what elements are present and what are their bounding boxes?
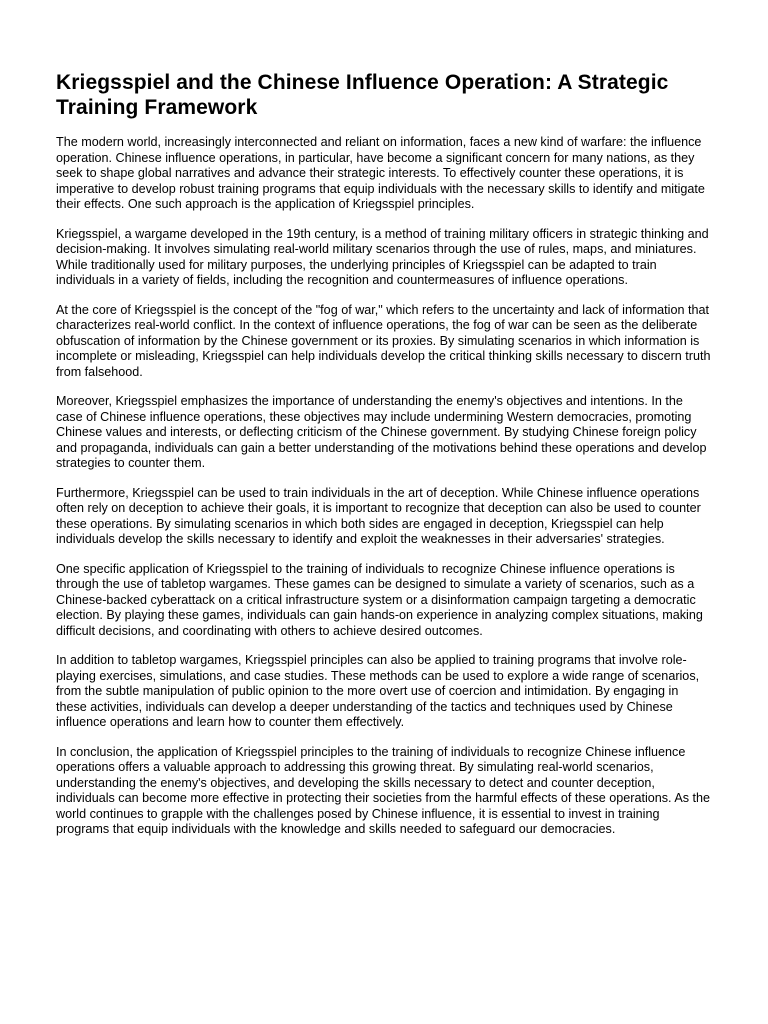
document-page <box>56 70 712 852</box>
paragraph-fog-of-war: At the core of Kriegsspiel is the concept of the "fog of war," which refers to the uncertainty and lack of information that characterizes real-world conflict. In the context of influence operations, the fog of war can be seen as the deliberate obfuscation of information by the Chinese government or its proxies. By simulating scenarios in which information is incomplete or misleading, Kriegsspiel can help individuals develop the critical thinking skills necessary to discern truth from falsehood. <box>56 302 711 379</box>
paragraph-intro: The modern world, increasingly interconnected and reliant on information, faces a new kind of warfare: the influence operation. Chinese influence operations, in particular, have become a significant concern for many nations, as they seek to shape global narratives and advance their strategic interests. To effectively counter these operations, it is imperative to develop robust training programs that equip individuals with the necessary skills to identify and mitigate their effects. One such approach is the application of Kriegsspiel principles. <box>56 135 705 211</box>
paragraph-kriegsspiel-definition: Kriegsspiel, a wargame developed in the 19th century, is a method of training military officers in strategic thinking and decision-making. It involves simulating real-world military scenarios through the use of rules, maps, and miniatures. While traditionally used for military purposes, the underlying principles of Kriegsspiel can be adapted to train individuals in a variety of fields, including the recognition and countermeasures of influence operations. <box>56 226 709 287</box>
document-title: Kriegsspiel and the Chinese Influence Operation: A Strategic Training Framework <box>56 71 669 119</box>
paragraph-deception: Furthermore, Kriegsspiel can be used to train individuals in the art of deception. While Chinese influence operations often rely on deception to achieve their goals, it is important to recognize that deception can also be used to counter these operations. By simulating scenarios in which both sides are engaged in deception, Kriegsspiel can help individuals develop the skills necessary to identify and exploit the weaknesses in their adversaries' strategies. <box>56 485 701 546</box>
paragraph-training-programs: In addition to tabletop wargames, Kriegsspiel principles can also be applied to training programs that involve role-playing exercises, simulations, and case studies. These methods can be used to explore a wide range of scenarios, from the subtle manipulation of public opinion to the more overt use of coercion and intimidation. By engaging in these activities, individuals can develop a deeper understanding of the tactics and techniques used by Chinese influence operations and learn how to counter them effectively. <box>56 653 700 729</box>
paragraph-enemy-objectives: Moreover, Kriegsspiel emphasizes the importance of understanding the enemy's objectives and intentions. In the case of Chinese influence operations, these objectives may include undermining Western democracies, promoting Chinese values and interests, or deflecting criticism of the Chinese government. By studying Chinese foreign policy and propaganda, individuals can gain a better understanding of the motivations behind these operations and develop strategies to counter them. <box>56 394 707 470</box>
paragraph-tabletop-wargames: One specific application of Kriegsspiel to the training of individuals to recognize Chinese influence operations is through the use of tabletop wargames. These games can be designed to simulate a variety of scenarios, such as a Chinese-backed cyberattack on a critical infrastructure system or a disinformation campaign targeting a democratic election. By playing these games, individuals can gain hands-on experience in analyzing complex situations, making difficult decisions, and coordinating with others to achieve desired outcomes. <box>56 561 703 638</box>
paragraph-conclusion: In conclusion, the application of Kriegsspiel principles to the training of individuals to recognize Chinese influence operations offers a valuable approach to addressing this growing threat. By simulating real-world scenarios, understanding the enemy's objectives, and developing the skills necessary to detect and counter deception, individuals can become more effective in protecting their societies from the harmful effects of these operations. As the world continues to grapple with the challenges posed by Chinese influence, it is essential to invest in training programs that equip individuals with the knowledge and skills needed to safeguard our democracies. <box>56 744 711 836</box>
